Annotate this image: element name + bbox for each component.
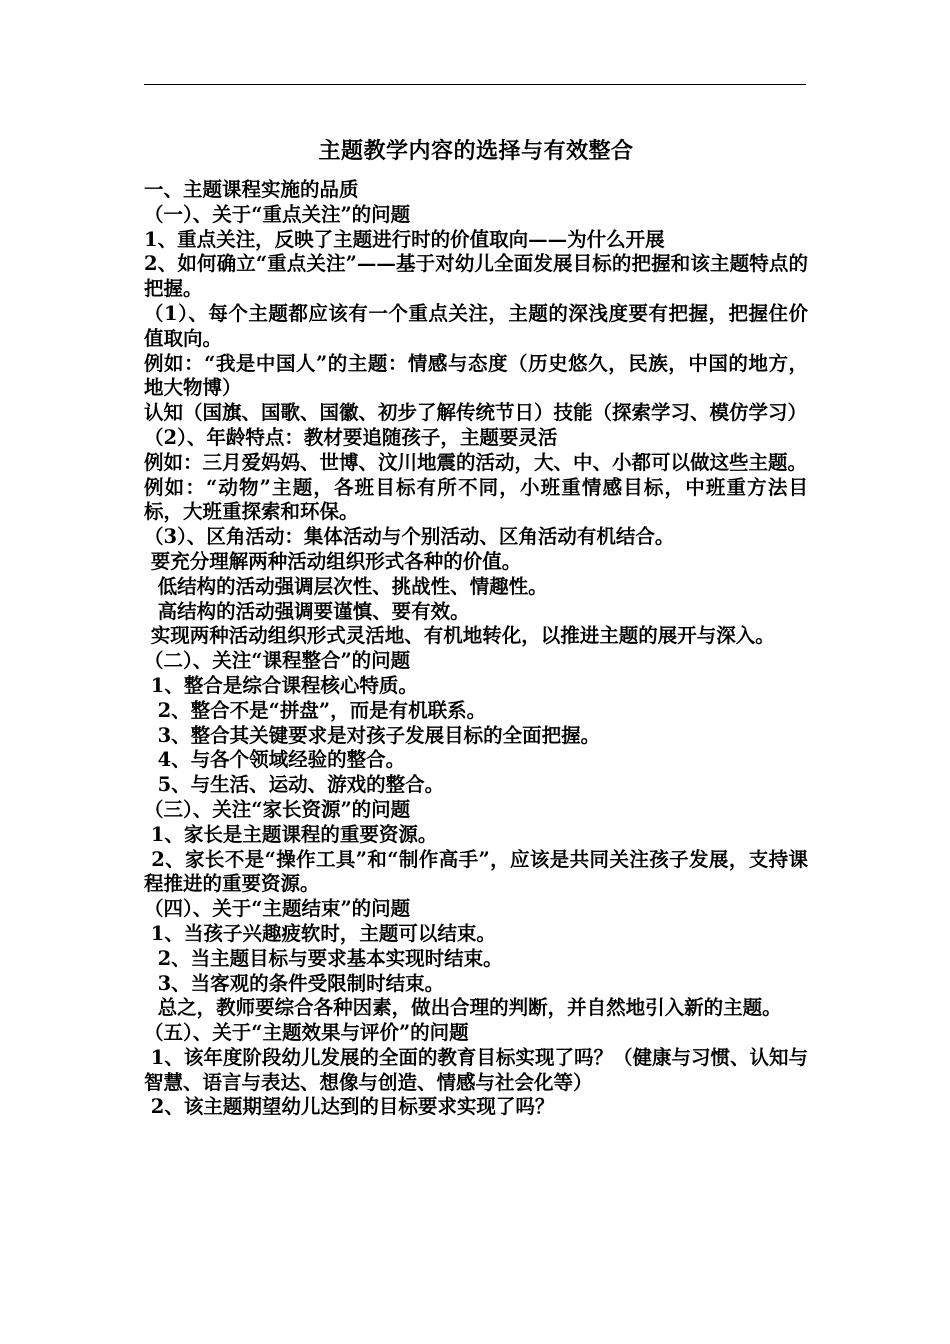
- document-body: [144, 178, 808, 1120]
- body-line: 一、主题课程实施的品质: [144, 178, 359, 201]
- body-line: 1、该年度阶段幼儿发展的全面的教育目标实现了吗？（健康与习惯、认知与智慧、语言与表达、想像与创造、情感与社会化等）: [144, 1045, 808, 1094]
- body-line: 4、与各个领域经验的整合。: [144, 748, 406, 772]
- document-page: [144, 132, 808, 1120]
- body-line: 3、当客观的条件受限制时结束。: [144, 971, 445, 995]
- body-line: 总之，教师要综合各种因素，做出合理的判断，并自然地引入新的主题。: [144, 996, 782, 1020]
- body-line: （3）、区角活动：集体活动与个别活动、区角活动有机结合。: [144, 525, 675, 549]
- body-line: （三）、关注“家长资源”的问题: [144, 797, 411, 821]
- body-line: 1、重点关注，反映了主题进行时的价值取向——为什么开展: [144, 227, 665, 251]
- body-line: 2、如何确立“重点关注”——基于对幼儿全面发展目标的把握和该主题特点的把握。: [144, 252, 808, 301]
- body-line: 例如：“动物”主题，各班目标有所不同，小班重情感目标，中班重方法目标，大班重探索和环保。: [144, 475, 808, 524]
- body-line: 3、整合其关键要求是对孩子发展目标的全面把握。: [144, 723, 601, 747]
- body-line: 1、家长是主题课程的重要资源。: [144, 822, 438, 846]
- body-line: （五）、关于“主题效果与评价”的问题: [144, 1021, 469, 1045]
- body-line: （一）、关于“重点关注”的问题: [144, 202, 411, 226]
- body-line: 低结构的活动强调层次性、挑战性、情趣性。: [144, 574, 548, 598]
- body-line: （四）、关于“主题结束”的问题: [144, 897, 411, 921]
- body-line: 例如：三月爱妈妈、世博、汶川地震的活动，大、中、小都可以做这些主题。: [144, 450, 808, 474]
- body-line: 2、家长不是“操作工具”和“制作高手”，应该是共同关注孩子发展，支持课程推进的重要资源。: [144, 847, 808, 896]
- body-line: （二）、关注“课程整合”的问题: [144, 649, 411, 673]
- body-line: 高结构的活动强调要谨慎、要有效。: [144, 599, 470, 623]
- body-line: 1、当孩子兴趣疲软时，主题可以结束。: [144, 921, 496, 945]
- body-line: 5、与生活、运动、游戏的整合。: [144, 773, 445, 797]
- body-line: （2）、年龄特点：教材要追随孩子，主题要灵活: [144, 425, 558, 449]
- body-line: 2、该主题期望幼儿达到的目标要求实现了吗？: [144, 1095, 555, 1119]
- header-rule: [144, 84, 806, 85]
- body-line: 实现两种活动组织形式灵活地、有机地转化，以推进主题的展开与深入。: [144, 624, 775, 648]
- body-line: （1）、每个主题都应该有一个重点关注，主题的深浅度要有把握，把握住价值取向。: [144, 301, 808, 350]
- body-line: 1、整合是综合课程核心特质。: [144, 673, 418, 697]
- body-line: 要充分理解两种活动组织形式各种的价值。: [144, 549, 522, 573]
- body-line: 认知（国旗、国歌、国徽、初步了解传统节日）技能（探索学习、模仿学习）: [144, 401, 808, 425]
- body-line: 2、当主题目标与要求基本实现时结束。: [144, 946, 503, 970]
- body-line: 2、整合不是“拼盘”，而是有机联系。: [144, 698, 487, 722]
- body-line: 例如：“我是中国人”的主题：情感与态度（历史悠久，民族，中国的地方，地大物博）: [144, 351, 808, 400]
- document-title: 主题教学内容的选择与有效整合: [318, 138, 634, 164]
